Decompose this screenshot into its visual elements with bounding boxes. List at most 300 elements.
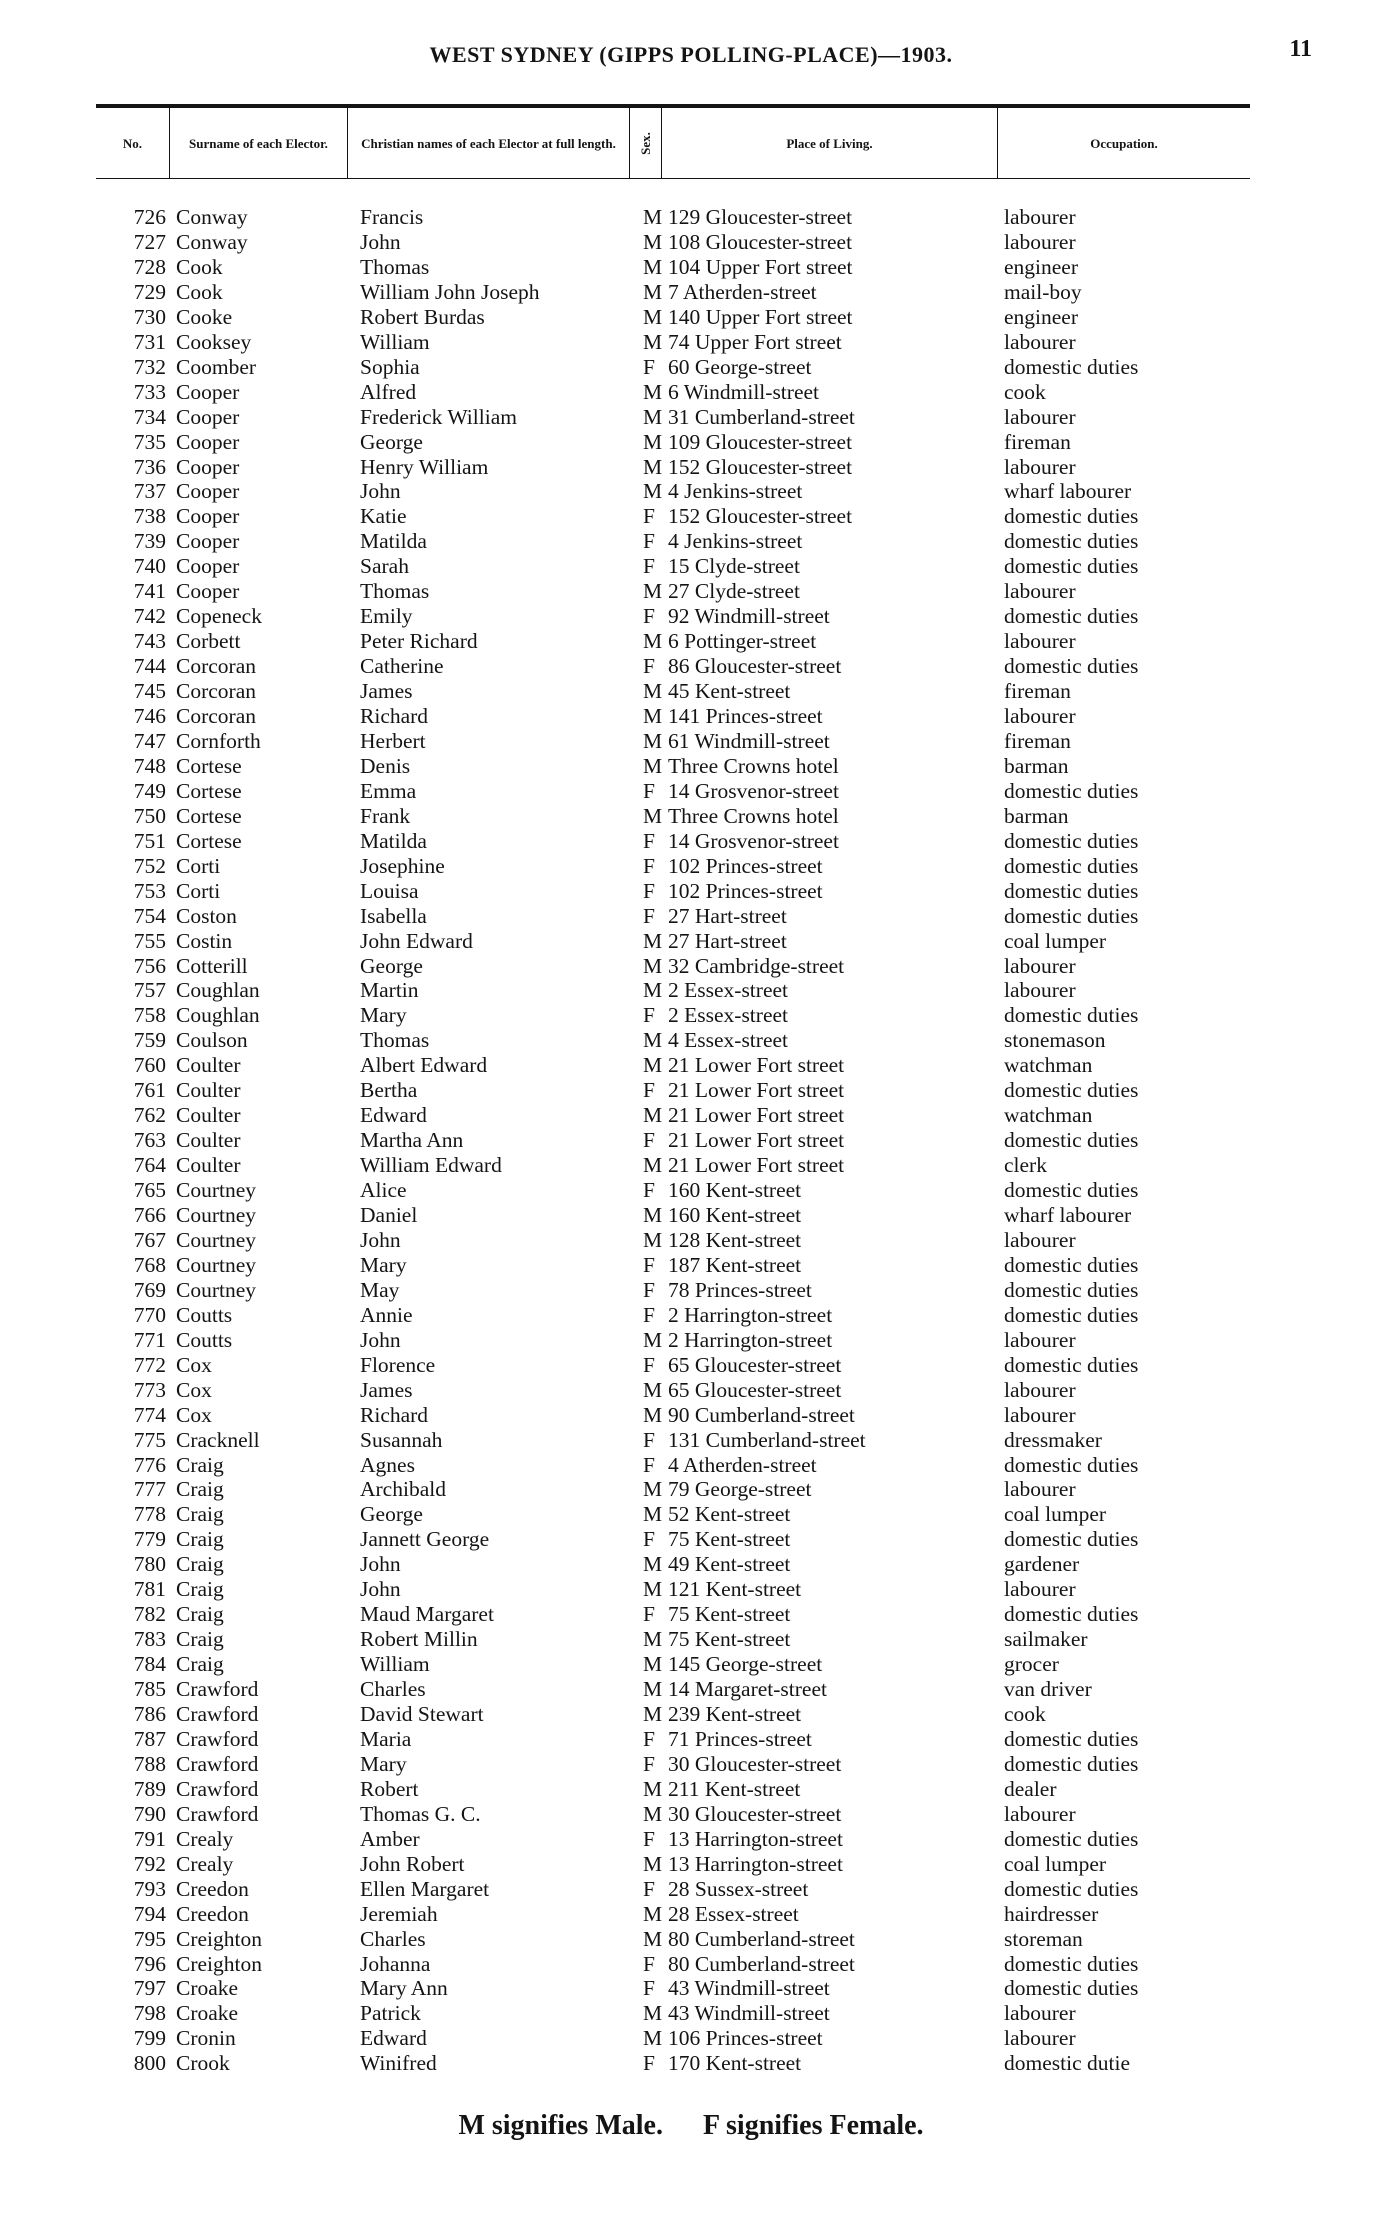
- occupation: labourer: [1004, 1377, 1076, 1402]
- col-header-surname: Surname of each Elector.: [170, 108, 348, 178]
- christian-names: Louisa: [360, 878, 419, 903]
- place-of-living: 21 Lower Fort street: [668, 1103, 845, 1128]
- table-row: [0, 1877, 1382, 1902]
- christian-names: Florence: [360, 1352, 436, 1377]
- table-row: [0, 504, 1382, 529]
- table-row: [0, 330, 1382, 355]
- place-of-living: 31 Cumberland-street: [668, 404, 855, 429]
- occupation: domestic duties: [1004, 354, 1139, 379]
- surname: Crawford: [176, 1801, 259, 1826]
- christian-names: William: [360, 1652, 430, 1677]
- sex: M: [643, 404, 663, 429]
- occupation: domestic duties: [1004, 878, 1139, 903]
- occupation: wharf labourer: [1004, 1203, 1132, 1227]
- occupation: labourer: [1004, 229, 1076, 254]
- occupation: labourer: [1004, 953, 1076, 978]
- occupation: labourer: [1004, 2026, 1076, 2051]
- column-header-row: [96, 104, 1250, 179]
- occupation: domestic duties: [1004, 903, 1139, 928]
- sex: M: [643, 803, 663, 828]
- place-of-living: 21 Lower Fort street: [668, 1128, 845, 1153]
- occupation: domestic duties: [1004, 1252, 1139, 1277]
- row-number: 738: [133, 504, 166, 529]
- row-number: 790: [133, 1801, 166, 1826]
- christian-names: Isabella: [360, 903, 427, 928]
- surname: Cornforth: [176, 728, 261, 753]
- occupation: labourer: [1004, 329, 1076, 354]
- christian-names: John: [360, 1577, 401, 1602]
- occupation: domestic duties: [1004, 1951, 1139, 1976]
- sex: M: [643, 429, 663, 454]
- occupation: domestic duties: [1004, 1078, 1139, 1103]
- row-number: 795: [133, 1926, 166, 1951]
- occupation: storeman: [1004, 1926, 1083, 1951]
- table-row: [0, 1777, 1382, 1802]
- christian-names: Catherine: [360, 654, 444, 679]
- christian-names: John: [360, 229, 401, 254]
- sex: M: [643, 1203, 663, 1227]
- christian-names: Matilda: [360, 529, 427, 554]
- place-of-living: 104 Upper Fort street: [668, 254, 853, 279]
- table-row: [0, 679, 1382, 704]
- occupation: domestic duties: [1004, 1726, 1139, 1751]
- sex: F: [643, 1826, 655, 1851]
- christian-names: Frank: [360, 803, 411, 828]
- place-of-living: 32 Cambridge-street: [668, 953, 845, 978]
- occupation: domestic duties: [1004, 1003, 1139, 1028]
- row-number: 736: [133, 454, 166, 479]
- surname: Coulter: [176, 1128, 241, 1153]
- place-of-living: 109 Gloucester-street: [668, 429, 853, 454]
- row-number: 737: [133, 479, 166, 504]
- occupation: hairdresser: [1004, 1901, 1099, 1926]
- place-of-living: 21 Lower Fort street: [668, 1078, 845, 1103]
- sex: F: [643, 1876, 655, 1901]
- sex: F: [643, 878, 655, 903]
- row-number: 756: [133, 953, 166, 978]
- sex: F: [643, 2051, 655, 2076]
- christian-names: May: [360, 1277, 400, 1302]
- sex: M: [643, 1327, 663, 1352]
- christian-names: Patrick: [360, 2001, 421, 2026]
- christian-names: Martha Ann: [360, 1128, 464, 1153]
- surname: Courtney: [176, 1178, 257, 1203]
- place-of-living: 30 Gloucester-street: [668, 1751, 842, 1776]
- surname: Crook: [176, 2051, 230, 2076]
- sex: F: [643, 529, 655, 554]
- occupation: domestic duties: [1004, 828, 1139, 853]
- place-of-living: 187 Kent-street: [668, 1252, 802, 1277]
- row-number: 732: [133, 354, 166, 379]
- sex: F: [643, 554, 655, 579]
- surname: Cotterill: [176, 953, 248, 978]
- table-row: [0, 1378, 1382, 1403]
- surname: Cronin: [176, 2026, 236, 2051]
- occupation: sailmaker: [1004, 1627, 1088, 1652]
- christian-names: Herbert: [360, 728, 426, 753]
- occupation: domestic duties: [1004, 1452, 1139, 1477]
- sex: M: [643, 1153, 663, 1178]
- row-number: 745: [133, 679, 166, 704]
- row-number: 747: [133, 728, 166, 753]
- place-of-living: 65 Gloucester-street: [668, 1352, 842, 1377]
- row-number: 727: [133, 229, 166, 254]
- christian-names: Charles: [360, 1926, 426, 1951]
- sex: F: [643, 1602, 655, 1627]
- legend-female: F signifies Female.: [702, 2110, 924, 2141]
- occupation: domestic duties: [1004, 853, 1139, 878]
- christian-names: Susannah: [360, 1427, 443, 1452]
- christian-names: Matilda: [360, 828, 427, 853]
- surname: Cortese: [176, 803, 242, 828]
- row-number: 728: [133, 254, 166, 279]
- christian-names: Archibald: [360, 1477, 446, 1502]
- occupation: grocer: [1004, 1652, 1059, 1677]
- surname: Coughlan: [176, 1003, 260, 1028]
- sex: M: [643, 953, 663, 978]
- sex: F: [643, 1751, 655, 1776]
- row-number: 764: [133, 1153, 166, 1178]
- surname: Coulson: [176, 1028, 248, 1053]
- christian-names: Edward: [360, 2026, 427, 2051]
- sex: F: [643, 504, 655, 529]
- table-row: [0, 1802, 1382, 1827]
- table-row: [0, 978, 1382, 1003]
- table-row: [0, 1627, 1382, 1652]
- table-row: [0, 230, 1382, 255]
- occupation: stonemason: [1004, 1028, 1106, 1053]
- christian-names: Robert: [360, 1776, 419, 1801]
- occupation: coal lumper: [1004, 1851, 1107, 1876]
- row-number: 789: [133, 1776, 166, 1801]
- surname: Cracknell: [176, 1427, 260, 1452]
- surname: Creighton: [176, 1926, 262, 1951]
- occupation: engineer: [1004, 254, 1079, 279]
- row-number: 763: [133, 1128, 166, 1153]
- sex: M: [643, 753, 663, 778]
- sex: M: [643, 205, 663, 229]
- sex: F: [643, 1252, 655, 1277]
- sex: F: [643, 903, 655, 928]
- christian-names: Mary: [360, 1003, 407, 1028]
- place-of-living: 75 Kent-street: [668, 1627, 791, 1652]
- row-number: 778: [133, 1502, 166, 1527]
- row-number: 780: [133, 1552, 166, 1577]
- surname: Coutts: [176, 1302, 233, 1327]
- row-number: 730: [133, 304, 166, 329]
- occupation: clerk: [1004, 1153, 1047, 1178]
- christian-names: Mary: [360, 1751, 407, 1776]
- page-header: [0, 36, 1382, 76]
- occupation: domestic duties: [1004, 1527, 1139, 1552]
- sex: M: [643, 1627, 663, 1652]
- place-of-living: 14 Grosvenor-street: [668, 778, 839, 803]
- surname: Courtney: [176, 1227, 257, 1252]
- christian-names: George: [360, 1502, 423, 1527]
- occupation: dressmaker: [1004, 1427, 1102, 1452]
- table-row: [0, 1003, 1382, 1028]
- christian-names: Maud Margaret: [360, 1602, 494, 1627]
- row-number: 743: [133, 629, 166, 654]
- place-of-living: 2 Essex-street: [668, 978, 789, 1003]
- surname: Conway: [176, 205, 248, 229]
- place-of-living: 6 Pottinger-street: [668, 629, 817, 654]
- place-of-living: 75 Kent-street: [668, 1602, 791, 1627]
- surname: Cook: [176, 279, 223, 304]
- place-of-living: 121 Kent-street: [668, 1577, 802, 1602]
- table-row: [0, 929, 1382, 954]
- place-of-living: 13 Harrington-street: [668, 1826, 843, 1851]
- sex: M: [643, 1702, 663, 1726]
- row-number: 788: [133, 1751, 166, 1776]
- row-number: 740: [133, 554, 166, 579]
- sex: M: [643, 379, 663, 404]
- table-row: [0, 1976, 1382, 2001]
- table-row: [0, 604, 1382, 629]
- place-of-living: 131 Cumberland-street: [668, 1427, 866, 1452]
- place-of-living: 6 Windmill-street: [668, 379, 820, 404]
- surname: Coulter: [176, 1078, 241, 1103]
- christian-names: David Stewart: [360, 1702, 484, 1726]
- table-row: [0, 1752, 1382, 1777]
- place-of-living: 239 Kent-street: [668, 1702, 802, 1726]
- occupation: domestic duties: [1004, 504, 1139, 529]
- sex: M: [643, 579, 663, 604]
- christian-names: George: [360, 429, 423, 454]
- sex: M: [643, 1377, 663, 1402]
- christian-names: John Edward: [360, 928, 473, 953]
- place-of-living: 79 George-street: [668, 1477, 812, 1502]
- table-row: [0, 355, 1382, 380]
- sex: M: [643, 1402, 663, 1427]
- occupation: coal lumper: [1004, 928, 1107, 953]
- christian-names: James: [360, 1377, 413, 1402]
- occupation: watchman: [1004, 1053, 1093, 1078]
- row-number: 798: [133, 2001, 166, 2026]
- table-row: [0, 1428, 1382, 1453]
- row-number: 741: [133, 579, 166, 604]
- col-header-sex-label: Sex.: [638, 131, 653, 155]
- christian-names: Daniel: [360, 1203, 418, 1227]
- surname: Craig: [176, 1452, 224, 1477]
- place-of-living: 27 Hart-street: [668, 903, 787, 928]
- place-of-living: 74 Upper Fort street: [668, 329, 842, 354]
- surname: Crawford: [176, 1776, 259, 1801]
- sex: F: [643, 654, 655, 679]
- occupation: domestic duties: [1004, 529, 1139, 554]
- christian-names: Mary: [360, 1252, 407, 1277]
- occupation: labourer: [1004, 579, 1076, 604]
- surname: Crealy: [176, 1826, 234, 1851]
- christian-names: Johanna: [360, 1951, 431, 1976]
- place-of-living: 152 Gloucester-street: [668, 454, 853, 479]
- surname: Cooper: [176, 404, 240, 429]
- occupation: domestic duties: [1004, 1976, 1139, 2001]
- occupation: domestic duties: [1004, 1751, 1139, 1776]
- surname: Costin: [176, 928, 233, 953]
- occupation: coal lumper: [1004, 1502, 1107, 1527]
- surname: Creedon: [176, 1876, 249, 1901]
- place-of-living: 7 Atherden-street: [668, 279, 817, 304]
- surname: Corbett: [176, 629, 241, 654]
- surname: Coomber: [176, 354, 257, 379]
- christian-names: John Robert: [360, 1851, 465, 1876]
- christian-names: Francis: [360, 205, 424, 229]
- row-number: 779: [133, 1527, 166, 1552]
- row-number: 777: [133, 1477, 166, 1502]
- table-row: [0, 430, 1382, 455]
- sex: M: [643, 279, 663, 304]
- occupation: domestic duties: [1004, 1876, 1139, 1901]
- sex: M: [643, 1502, 663, 1527]
- occupation: labourer: [1004, 1327, 1076, 1352]
- row-number: 755: [133, 928, 166, 953]
- surname: Cooke: [176, 304, 233, 329]
- place-of-living: 28 Essex-street: [668, 1901, 799, 1926]
- table-row: [0, 1852, 1382, 1877]
- surname: Corti: [176, 878, 221, 903]
- table-row: [0, 1552, 1382, 1577]
- surname: Cox: [176, 1352, 212, 1377]
- table-row: [0, 579, 1382, 604]
- row-number: 744: [133, 654, 166, 679]
- place-of-living: 129 Gloucester-street: [668, 205, 853, 229]
- table-row: [0, 629, 1382, 654]
- surname: Creedon: [176, 1901, 249, 1926]
- christian-names: Henry William: [360, 454, 489, 479]
- surname: Craig: [176, 1627, 224, 1652]
- place-of-living: 102 Princes-street: [668, 878, 823, 903]
- table-row: [0, 879, 1382, 904]
- sex: M: [643, 229, 663, 254]
- row-number: 729: [133, 279, 166, 304]
- row-number: 781: [133, 1577, 166, 1602]
- row-number: 726: [133, 205, 166, 229]
- occupation: labourer: [1004, 1402, 1076, 1427]
- surname: Corcoran: [176, 679, 256, 704]
- christian-names: Alfred: [360, 379, 417, 404]
- christian-names: Mary Ann: [360, 1976, 448, 2001]
- table-row: [0, 529, 1382, 554]
- table-row: [0, 1927, 1382, 1952]
- christian-names: John: [360, 1327, 401, 1352]
- table-row: [0, 1577, 1382, 1602]
- row-number: 731: [133, 329, 166, 354]
- christian-names: Winifred: [360, 2051, 437, 2076]
- surname: Cooper: [176, 529, 240, 554]
- surname: Crawford: [176, 1702, 259, 1726]
- occupation: labourer: [1004, 629, 1076, 654]
- occupation: cook: [1004, 379, 1046, 404]
- place-of-living: 49 Kent-street: [668, 1552, 791, 1577]
- sex: M: [643, 1028, 663, 1053]
- occupation: fireman: [1004, 679, 1071, 704]
- row-number: 749: [133, 778, 166, 803]
- row-number: 754: [133, 903, 166, 928]
- sex: M: [643, 1552, 663, 1577]
- occupation: domestic duties: [1004, 1277, 1139, 1302]
- surname: Copeneck: [176, 604, 262, 629]
- surname: Corti: [176, 853, 221, 878]
- occupation: domestic duties: [1004, 1302, 1139, 1327]
- surname: Cooper: [176, 479, 240, 504]
- place-of-living: 92 Windmill-street: [668, 604, 830, 629]
- christian-names: Martin: [360, 978, 419, 1003]
- occupation: labourer: [1004, 205, 1076, 229]
- table-row: [0, 1952, 1382, 1977]
- place-of-living: 140 Upper Fort street: [668, 304, 853, 329]
- place-of-living: 45 Kent-street: [668, 679, 791, 704]
- sex: F: [643, 1726, 655, 1751]
- row-number: 792: [133, 1851, 166, 1876]
- table-row: [0, 554, 1382, 579]
- surname: Craig: [176, 1602, 224, 1627]
- row-number: 787: [133, 1726, 166, 1751]
- sex: M: [643, 1901, 663, 1926]
- christian-names: Richard: [360, 1402, 429, 1427]
- place-of-living: 2 Essex-street: [668, 1003, 789, 1028]
- occupation: wharf labourer: [1004, 479, 1132, 504]
- table-row: [0, 305, 1382, 330]
- christian-names: Katie: [360, 504, 407, 529]
- sex: M: [643, 1776, 663, 1801]
- place-of-living: 86 Gloucester-street: [668, 654, 842, 679]
- row-number: 774: [133, 1402, 166, 1427]
- sex: M: [643, 704, 663, 728]
- sex: M: [643, 1053, 663, 1078]
- christian-names: John: [360, 479, 401, 504]
- row-number: 791: [133, 1826, 166, 1851]
- occupation: gardener: [1004, 1552, 1080, 1577]
- sex: F: [643, 1178, 655, 1203]
- row-number: 799: [133, 2026, 166, 2051]
- row-number: 770: [133, 1302, 166, 1327]
- occupation: domestic duties: [1004, 1178, 1139, 1203]
- table-row: [0, 729, 1382, 754]
- surname: Coulter: [176, 1053, 241, 1078]
- row-number: 769: [133, 1277, 166, 1302]
- occupation: barman: [1004, 753, 1069, 778]
- table-row: [0, 1103, 1382, 1128]
- place-of-living: 4 Atherden-street: [668, 1452, 817, 1477]
- place-of-living: 75 Kent-street: [668, 1527, 791, 1552]
- place-of-living: 4 Jenkins-street: [668, 529, 803, 554]
- occupation: mail-boy: [1004, 279, 1082, 304]
- sex: M: [643, 978, 663, 1003]
- surname: Crawford: [176, 1751, 259, 1776]
- occupation: labourer: [1004, 978, 1076, 1003]
- place-of-living: 21 Lower Fort street: [668, 1053, 845, 1078]
- christian-names: John: [360, 1552, 401, 1577]
- surname: Cox: [176, 1402, 212, 1427]
- row-number: 748: [133, 753, 166, 778]
- table-row: [0, 1602, 1382, 1627]
- surname: Cooper: [176, 554, 240, 579]
- christian-names: Thomas: [360, 1028, 430, 1053]
- surname: Conway: [176, 229, 248, 254]
- occupation: fireman: [1004, 728, 1071, 753]
- surname: Coutts: [176, 1327, 233, 1352]
- place-of-living: 27 Clyde-street: [668, 579, 800, 604]
- surname: Cox: [176, 1377, 212, 1402]
- table-row: [0, 1253, 1382, 1278]
- row-number: 762: [133, 1103, 166, 1128]
- row-number: 768: [133, 1252, 166, 1277]
- occupation: engineer: [1004, 304, 1079, 329]
- sex: F: [643, 1951, 655, 1976]
- place-of-living: 13 Harrington-street: [668, 1851, 843, 1876]
- sex: F: [643, 1302, 655, 1327]
